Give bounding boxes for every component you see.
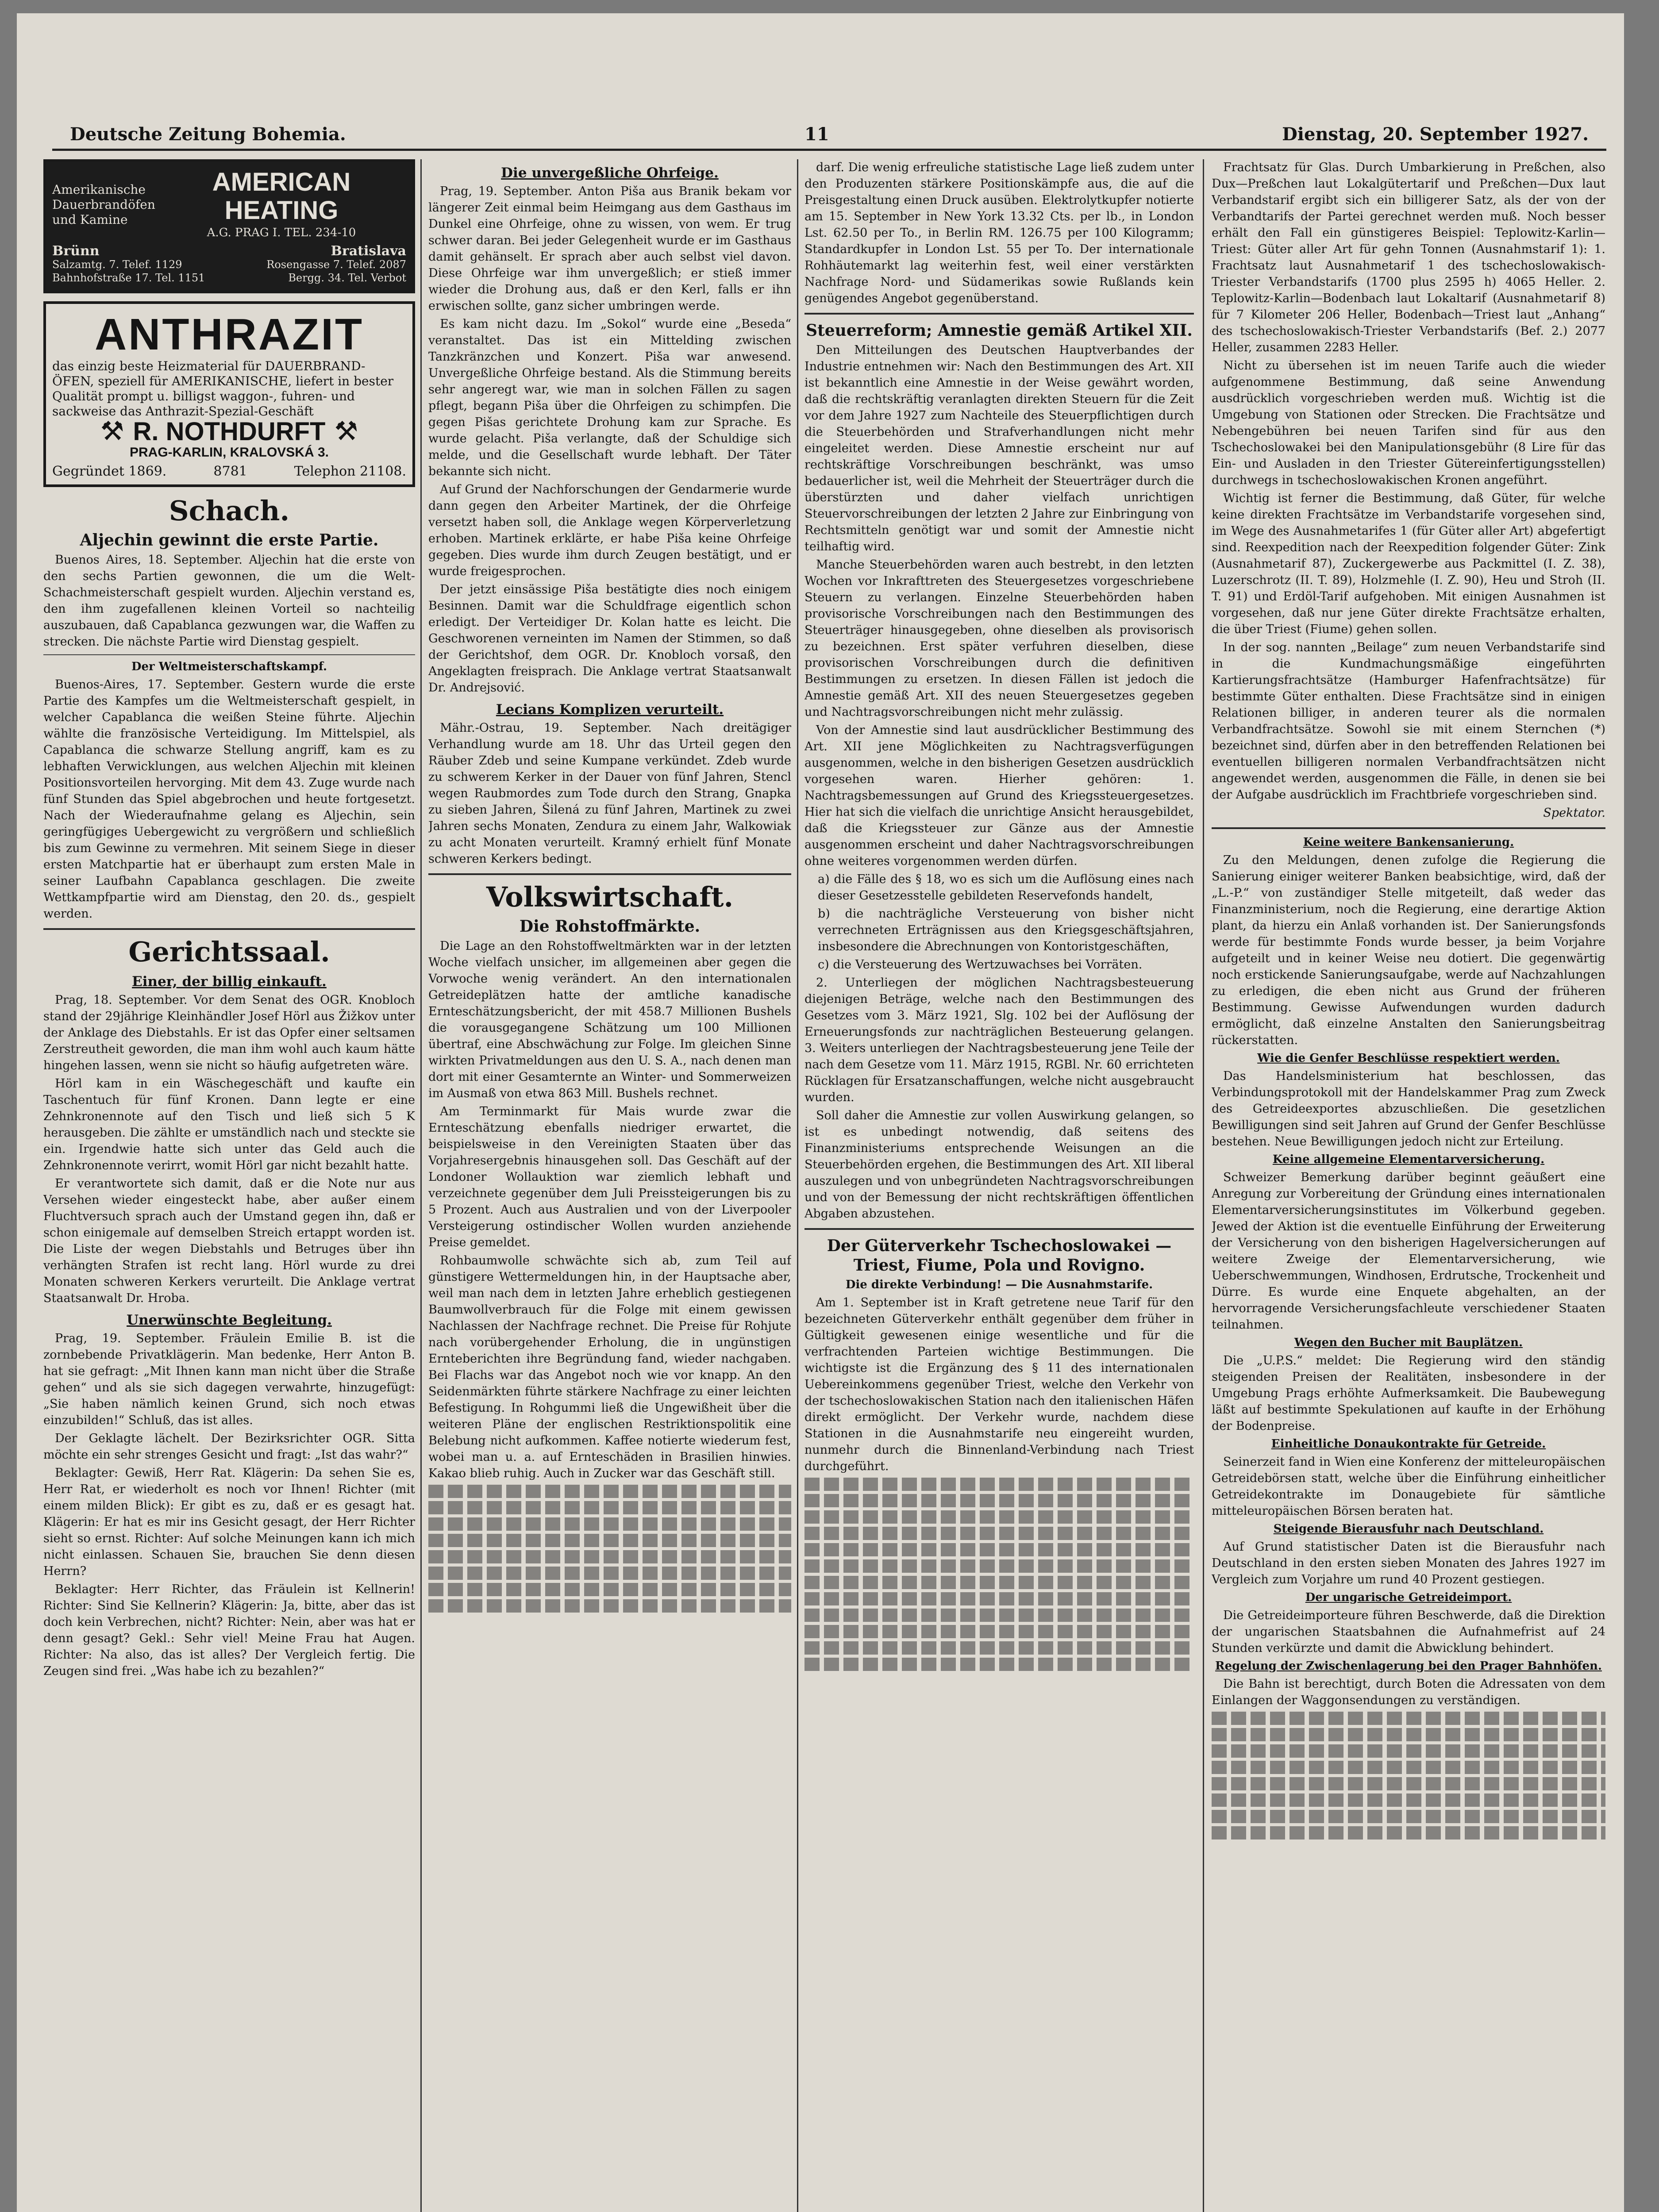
article-body: Prag, 18. September. Vor dem Senat des OGR. Knobloch stand der 29jährige Kleinhändler Josef Hörl aus Žižkov unter der Anklage des Diebstahls. Er ist das Opfer einer seltsamen Zerstreutheit geworden, die man ihm wohl auch kaum hätte hingehen lassen, wenn sie nicht so häufig aufgetreten wäre.: [43, 993, 415, 1072]
article-subhead: Die direkte Verbindung! — Die Ausnahmstarife.: [845, 1278, 1153, 1291]
text-line: [804, 1576, 1194, 1589]
american-heating-ad: [43, 159, 415, 293]
article-headline: Die Rohstoffmärkte.: [519, 917, 701, 936]
article-headline: Wegen den Bucher mit Bauplätzen.: [1294, 1336, 1523, 1349]
text-line: [1212, 1728, 1605, 1741]
text-line: [804, 1510, 1194, 1524]
article-headline: Regelung der Zwischenlagerung bei den Prager Bahnhöfen.: [1215, 1659, 1602, 1673]
ad-brand: AMERICAN HEATING: [212, 168, 351, 225]
text-line: [804, 1559, 1194, 1573]
ad-text: das einzig beste Heizmaterial für DAUERBRAND-ÖFEN, speziell für AMERIKANISCHE, liefert in bester Qualität prompt u. billigst waggon-, fuhren- und sackweise das Anthrazit-Spezial-Geschäft: [52, 359, 394, 419]
ad-phone: A.G. PRAG I. TEL. 234-10: [207, 226, 356, 239]
ad-address: PRAG-KARLIN, KRALOVSKÁ 3.: [129, 445, 329, 460]
article-headline: Einheitliche Donaukontrakte für Getreide.: [1271, 1437, 1546, 1451]
text-line: [428, 1501, 791, 1514]
article-body: Der Geklagte lächelt. Der Bezirksrichter OGR. Sitta möchte ein sehr strenges Gesicht und fragt: „Ist das wahr?“: [43, 1432, 415, 1462]
text-line: [804, 1494, 1194, 1507]
text-line: [428, 1534, 791, 1547]
article-body: Hörl kam in ein Wäschegeschäft und kaufte ein Taschentuch für fünf Kronen. Dann legte er eine Zehnkronennote auf den Tisch und ließ sich 5 K herausgeben. Die zählte er umständlich nach und steckte sie ein. Irgendwie hatte sich unter das Geld auch die Zehnkronennote verirrt, womit Hörl gar nicht bezahlt hatte.: [43, 1077, 415, 1172]
text-line: [804, 1592, 1194, 1605]
running-header: [52, 124, 1606, 151]
article-body: Die Lage an den Rohstoffweltmärkten war in der letzten Woche vielfach unsicher, im allgemeinen aber gegen die Vorwoche wenig verändert. An den internationalen Getreideplätzen hatte der amtliche kanadische Ernteschätzungsbericht, der mit 458.7 Millionen Bushels die vorausgegangene Schätzung um 100 Millionen übertraf, eine Abschwächung zur Folge. Im gleichen Sinne wirkten Privatmeldungen aus den U. S. A., nach denen man dort mit einer Gesamternte an Winter- und Sommerweizen im Ausmaß von etwa 863 Mill. Bushels rechnet.: [428, 939, 791, 1100]
newspaper-page: [17, 13, 1624, 2212]
article-body: Buenos-Aires, 17. September. Gestern wurde die erste Partie des Kampfes um die Weltmeisterschaft gespielt, in welcher Capablanca die weißen Steine führte. Aljechin wählte die französische Verteidigung. Im Mittelspiel, als Capablanca die schwarze Stellung angriff, kam es zu lebhaften Verwicklungen, aus welchen Aljechin mit kleinen Positionsvorteilen hervorging. Mit dem 43. Zuge wurde nach fünf Stunden das Spiel abgebrochen und heute fortgesetzt. Nach der Wiederaufnahme gelang es Aljechin, sein geringfügiges Uebergewicht zu vergrößern und schließlich bis zum Gewinne zu vermehren. Mit seinem Siege in dieser ersten Matchpartie hat er überhaupt zum ersten Male in seiner Laufbahn Capablanca geschlagen. Die zweite Wettkampfpartie wird am Dienstag, den 20. ds., gespielt werden.: [43, 678, 415, 921]
article-body: Seinerzeit fand in Wien eine Konferenz der mitteleuropäischen Getreidebörsen statt, welche über die Einführung einheitlicher Getreidekontrakte im Donaugebiete für sämtliche mitteleuropäischen Börsen beraten hat.: [1212, 1455, 1605, 1518]
column-rule: [797, 159, 798, 2212]
article-body: Auf Grund der Nachforschungen der Gendarmerie wurde dann gegen den Arbeiter Martinek, der die Ohrfeige versetzt haben soll, die Anklage wegen Körperverletzung erhoben. Martinek erklärte, er habe Piša keine Ohrfeige gegeben. Dies wurde ihm durch Zeugen bestätigt, und er wurde freigesprochen.: [428, 483, 791, 578]
ad-address: Rosengasse 7. Telef. 2087: [266, 258, 406, 271]
article-headline: Steuerreform; Amnestie gemäß Artikel XII.: [806, 321, 1193, 340]
article-body: Zu den Meldungen, denen zufolge die Regierung die Sanierung einiger weiterer Banken beabsichtige, wird, daß der „L.-P.“ von zuständiger Stelle mitgeteilt, daß weder das Finanzministerium, noch die Regierung, eine derartige Aktion plant, da hierzu ein Anlaß vorhanden ist. Der Sanierungsfonds werde für bestimmte Fonds wurde besser, ja beim Vorjahre aufgeteilt und in keiner Weise neu dotiert. Die gegenwärtig noch erstickende Sanierungsaufgabe, werde auf Nachzahlungen zu erledigen, die eben nicht aus Grund der früheren Bestimmung. Gewisse Aufwendungen wurden dadurch ermöglicht, daß einzelne Anstalten den Sanierungsbeitrag rückerstatten.: [1212, 853, 1605, 1047]
text-line: [804, 1625, 1194, 1638]
article-body: Beklagter: Gewiß, Herr Rat. Klägerin: Da sehen Sie es, Herr Rat, er wiederholt es noch vor Ihnen! Richter (mit einem milden Blick): Er gibt es zu, daß er es gesagt hat. Klägerin: Er hat es mir ins Gesicht gesagt, der Herr Richter sieht so ernst. Richter: Auf solche Meinungen kann ich mich nicht einlassen. Schauen Sie, brauchen Sie denn diesen Herrn?: [43, 1466, 415, 1578]
ad-phone: Telephon 21108.: [294, 464, 406, 479]
list-item: c) die Versteuerung des Wertzuwachses bei Vorräten.: [818, 958, 1143, 972]
article-body: Die Getreideimporteure führen Beschwerde, daß die Direktion der ungarischen Staatsbahnen die Aufnahmefrist auf 24 Stunden verkürzte und damit die Abwicklung behindert.: [1212, 1609, 1605, 1655]
article-headline: Steigende Bierausfuhr nach Deutschland.: [1273, 1522, 1544, 1536]
article-body: Von der Amnestie sind laut ausdrücklicher Bestimmung des Art. XII jene Möglichkeiten zu Nachtragsverfügungen ausgenommen, welche in den bisherigen Gesetzen ausdrücklich vorgesehen waren. Hierher gehören: 1. Nachtragsbemessungen auf Grund des Kriegssteuergesetzes. Hier hat sich die vielfach die unrichtige Ansicht herausgebildet, daß die Kriegssteuer zur Gänze aus der Amnestie ausgenommen erscheint und daher Nachtragsvorschreibungen ohne weiteres vorgenommen werden dürfen.: [804, 723, 1194, 868]
article-body: Rohbaumwolle schwächte sich ab, zum Teil auf günstigere Wettermeldungen hin, in der Hauptsache aber, weil man nach dem in letzten Jahre erheblich gestiegenen Baumwollverbrauch für die Folge mit einem gewissen Nachlassen der Nachfrage rechnet. Die Preise für Rohjute nach vorübergehender Erholung, die in ungünstigen Ernteberichten ihre Begründung fand, wieder nachgaben. Bei Flachs war das Angebot noch wie vor knapp. An den Seidenmärkten führte stärkere Nachfrage zu einer leichten Befestigung. In Rohgummi ließ die Ungewißheit über die weiteren Pläne der englischen Restriktionspolitik eine Belebung nicht aufkommen. Kaffee notierte wiederum fest, wobei man u. a. auf Ernteschäden in Brasilien hinwies. Kakao blieb ruhig. Auch in Zucker war das Geschäft still.: [428, 1254, 791, 1480]
text-line: [804, 1478, 1194, 1491]
text-line: [428, 1599, 791, 1613]
issue-date: Dienstag, 20. September 1927.: [1282, 124, 1589, 145]
section-title: Volkswirtschaft.: [486, 881, 734, 913]
article-body: Prag, 19. September. Fräulein Emilie B. ist die zornbebende Privatklägerin. Man bedenke, Herr Anton B. hat sie gefragt: „Mit Ihnen kann man nicht über die Straße gehen“ und als sie sich dagegen verwahrte, hinzugefügt: „Sie haben nämlich keinen Grund, sich noch etwas einzubilden!“ Schluß, das ist alles.: [43, 1332, 415, 1427]
text-line: [1212, 1744, 1605, 1758]
section-title: Schach.: [169, 495, 290, 527]
article-body: Auf Grund statistischer Daten ist die Bierausfuhr nach Deutschland in den ersten sieben Monaten des Jahres 1927 im Vergleich zum Vorjahre um rund 40 Prozent gestiegen.: [1212, 1540, 1605, 1586]
ad-company: R. NOTHDURFT: [133, 417, 326, 446]
text-line: [428, 1550, 791, 1563]
page-number: 11: [804, 124, 829, 145]
divider: [804, 1228, 1194, 1230]
ad-address: Salzamtg. 7. Telef. 1129: [52, 258, 182, 271]
article-headline: Die unvergeßliche Ohrfeige.: [501, 165, 719, 181]
article-body: Die „U.P.S.“ meldet: Die Regierung wird den ständig steigenden Preisen der Realitäten, insbesondere in der Umgebung Prags erhöhte Aufmerksamkeit. Die Baubewegung läßt auf bestimmte Spekulationen auf kaufte in der Erhöhung der Bodenpreise.: [1212, 1354, 1605, 1433]
article-headline: Keine allgemeine Elementarversicherung.: [1272, 1153, 1545, 1166]
article-body: Beklagter: Herr Richter, das Fräulein ist Kellnerin! Richter: Sind Sie Kellnerin? Klägerin: Ja, bitte, aber das ist doch kein Verbrechen, nicht? Richter: Nein, aber was hat er denn gesagt? Gekl.: Sehr viel! Meine Frau hat Augen. Richter: Na also, das ist alles? Der Vergleich fertig. Die Zeugen sind frei. „Was habe ich zu bezahlen?“: [43, 1582, 415, 1678]
ad-title: ANTHRAZIT: [94, 310, 364, 359]
article-body: Schweizer Bemerkung darüber beginnt geäußert eine Anregung zur Vorbereitung der Gründung eines internationalen Elementarversicherungsinstitutes im Völkerbund gegeben. Jewed der Aktion ist die eventuelle Einführung der Erweiterung der Versicherung von den bisherigen Hagelversicherungen auf weitere Zweige der Elementarversicherung, wie Ueberschwemmungen, Windhosen, Erdrutsche, Trockenheit und Dürre. Es wurde eine Enquete abgehalten, an der hervorragende Versicherungsfachleute verschiedener Staaten teilnahmen.: [1212, 1171, 1605, 1332]
text-line: [428, 1517, 791, 1531]
column-2: [428, 159, 791, 2212]
text-line: [1212, 1712, 1605, 1725]
ad-ref: 8781: [213, 464, 247, 479]
divider: [428, 873, 791, 875]
article-headline: Wie die Genfer Beschlüsse respektiert werden.: [1257, 1052, 1560, 1065]
article-headline: Keine weitere Bankensanierung.: [1303, 836, 1514, 849]
byline: Spektator.: [1543, 806, 1605, 820]
article-body: Nicht zu übersehen ist im neuen Tarife auch die wieder aufgenommene Bestimmung, daß seine Anwendung ausdrücklich vorgeschrieben werden muß. Wichtig ist die Umgebung von Stationen oder Strecken. Die Frachtsätze und Nebengebühren bei neuen Tarifen sind für aus den Tschechoslowakei bei den Manipulationsgebühr (8 Lire für das Ein- und Ausladen in den Triester Gütereinfertigungsstellen) durchwegs in tschechoslowakischen Kronen angeführt.: [1212, 359, 1605, 487]
column-rule: [420, 159, 422, 2212]
article-body: Am 1. September ist in Kraft getretene neue Tarif für den bezeichneten Güterverkehr enthält gegenüber dem früher in Gültigkeit gewesenen einige wesentliche und für die verfrachtenden Parteien wichtige Bestimmungen. Die wichtigste ist die Ergänzung des § 11 des internationalen Uebereinkommens gegenüber Triest, welche den Verkehr von der tschechoslowakischen Station nach den italienischen Häfen direkt ermöglicht. Der Verkehr wurde, nachdem diese Stationen in die Ausnahmstarife neu eingereiht wurden, nunmehr durch die Binnenland-Verbindung nach Triest durchgeführt.: [804, 1296, 1194, 1473]
text-line: [804, 1658, 1194, 1671]
article-headline: Der ungarische Getreideimport.: [1305, 1591, 1512, 1604]
ad-left-text: Amerikanische Dauerbrandöfen und Kamine: [52, 182, 155, 227]
text-line: [1212, 1826, 1605, 1839]
ad-founded: Gegründet 1869.: [52, 464, 167, 479]
article-body: In der sog. nannten „Beilage“ zum neuen Verbandstarife sind in die Kundmachungsmäßige eingeführten Kartierungsfrachtsätze (Hamburger Hafenfrachtsätze) für bestimmte Güter enthalten. Diese Frachtsätze sind in einigen Relationen billiger, in anderen teurer als die normalen Verbandfrachtsätze. Sowohl sie mit einem Sternchen (*) bezeichnet sind, dürfen aber in den betreffenden Relationen bei eventuellen billigeren normalen Verbandfrachtsätzen nicht angewendet werden, ausgenommen die Fälle, in denen sie bei der Aufgabe ausdrücklich im Frachtbriefe vorgeschrieben sind.: [1212, 641, 1605, 802]
article-body: Das Handelsministerium hat beschlossen, das Verbindungsprotokoll mit der Handelskammer Prag zum Zweck des Getreideexportes abzuschließen. Die gesetzlichen Bewilligungen sind seit Jahren auf Grund der Genfer Beschlüsse bestehen. Neue Bewilligungen jedoch nicht zur Erteilung.: [1212, 1069, 1605, 1148]
article-body: Frachtsatz für Glas. Durch Umbarkierung in Preßchen, also Dux—Preßchen laut Lokalgütertarif und Preßchen—Dux laut Verbandstarif ergibt sich ein billigerer Satz, als der von der Verbandtarifs der Partei gerechnet werden muß. Noch besser erhält den Fall ein günstigeres Beispiel: Teplowitz-Karlin—Triest: Güter aller Art für gehn Tonnen (Ausnahmstarif 1): 1. Frachtsatz laut Ausnahmetarif 1 des tschechoslowakisch-Triester Verbandstarifs (1700 plus 2595 h) 4065 Heller. 2. Teplowitz-Karlin—Bodenbach laut Lokaltarif (Ausnahmetarif 8) für 7 Kilometer 206 Heller, Bodenbach—Triest laut „Anhang“ des tschechoslowakisch-Triester Verbandstarifs (Bef. 2.) 2077 Heller, zusammen 2283 Heller.: [1212, 161, 1605, 354]
text-line: [1212, 1793, 1605, 1807]
article-body: Soll daher die Amnestie zur vollen Auswirkung gelangen, so ist es unbedingt notwendig, daß seitens des Finanzministeriums entsprechende Weisungen an die Steuerbehörden ergehen, die Bestimmungen des Art. XII liberal auszulegen und von unbegründeten Nachtragsvorschreibungen und von der Bemessung der nicht rechtskräftigen öffentlichen Abgaben abzustehen.: [804, 1109, 1194, 1221]
hammer-icon: ⚒: [334, 416, 358, 447]
column-3: [804, 159, 1194, 2212]
text-line: [1212, 1777, 1605, 1790]
text-line: [1212, 1810, 1605, 1823]
list-item: a) die Fälle des § 18, wo es sich um die Auflösung eines nach dieser Gesetzesstelle gebildeten Reservefonds handelt,: [818, 872, 1194, 902]
article-body: Wichtig ist ferner die Bestimmung, daß Güter, für welche keine direkten Frachtsätze im Verbandstarife vorgesehen sind, im Wege des Ausnahmetarifes 1 (für Güter aller Art) abgefertigt sind. Reexpedition nach der Reexpedition folgender Güter: Zink (Ausnahmetarif 87), Zuckergewerbe aus Packmittel (I. Z. 38), Luzerschrotz (II. T. 89), Holzmehle (I. Z. 90), Heu und Stroh (II. T. 91) und Erdöl-Tarif aufgehoben. Mit einigen Ausnahmen ist vorgesehen, daß nur jene Güter direkte Frachtsätze erhalten, die über Triest (Fiume) gehen sollen.: [1212, 492, 1605, 636]
ad-city: Brünn: [52, 243, 100, 259]
anthrazit-ad: [43, 301, 415, 487]
text-line: [804, 1641, 1194, 1655]
text-line: [1212, 1761, 1605, 1774]
column-4: [1212, 159, 1605, 2212]
section-title: Gerichtssaal.: [128, 936, 330, 968]
article-body: Er verantwortete sich damit, daß er die Note nur aus Versehen wieder eingesteckt habe, aber außer einem Fluchtversuch sprach auch der Umstand gegen ihn, daß er schon einigemale auf demselben Streich ertappt worden ist. Die Liste der wegen Diebstahls und Betruges über ihn verhängten Strafen ist recht lang. Hörl wurde zu drei Monaten schweren Kerkers verurteilt. Die Anklage vertrat Staatsanwalt Dr. Hroba.: [43, 1177, 415, 1305]
article-body: Am Terminmarkt für Mais wurde zwar die Ernteschätzung ebenfalls niedriger erwartet, die beispielsweise in den Vereinigten Staaten über das Vorjahresergebnis hinausgehen soll. Das Geschäft auf der Londoner Wollauktion war ziemlich lebhaft und verzeichnete gegenüber dem Juli Preissteigerungen bis zu 5 Prozent. Auch aus Australien und von der Liverpooler Versteigerung ostindischer Wollen wurden anziehende Preise gemeldet.: [428, 1105, 791, 1249]
article-headline: Einer, der billig einkauft.: [132, 974, 327, 990]
article-subhead: Der Weltmeisterschaftskampf.: [131, 660, 327, 673]
column-1: [43, 159, 415, 2212]
list-item: b) die nachträgliche Versteuerung von bisher nicht verrechneten Erträgnissen aus den Kriegsgeschäftsjahren, insbesondere die Abrechnungen von Kontoristgeschäften,: [818, 907, 1194, 953]
divider: [1212, 827, 1605, 829]
text-line: [428, 1567, 791, 1580]
article-body: darf. Die wenig erfreuliche statistische Lage ließ zudem unter den Produzenten stärkere Positionskämpfe aus, die auf die Preisgestaltung einen Druck ausüben. Elektrolytkupfer notierte am 15. September in New York 13.32 Cts. per lb., in London Lst. 62.50 per To., in Berlin RM. 126.75 per 100 Kilogramm; Standardkupfer in London Lst. 55 per To. Der internationale Rohhäutemarkt lag weiterhin fest, weil einer verstärkten Nachfrage Nord- und Südamerikas sowie Rußlands kein genügendes Angebot gegenüberstand.: [804, 161, 1194, 305]
text-line: [428, 1583, 791, 1596]
ad-city: Bratislava: [331, 243, 406, 259]
article-body: 2. Unterliegen der möglichen Nachtragsbesteuerung diejenigen Beträge, welche nach den Bestimmungen des Gesetzes vom 3. März 1921, Slg. 102 bei der Auflösung der Erneuerungsfonds zur nachträglichen Besteuerung gelangen. 3. Weiters unterliegen der Nachtragsbesteuerung jene Teile der nach dem Gesetze vom 11. März 1915, RGBl. Nr. 60 errichteten Rücklagen für Ersatzanschaffungen, welche nicht ausgebraucht wurden.: [804, 976, 1194, 1104]
article-headline: Lecians Komplizen verurteilt.: [496, 702, 724, 718]
article-body: Den Mitteilungen des Deutschen Hauptverbandes der Industrie entnehmen wir: Nach den Bestimmungen des Art. XII ist bekanntlich eine Amnestie in der Weise gewährt worden, daß die rechtskräftig veranlagten direkten Steuern für die Zeit vor dem Jahre 1927 zum Nachteile des Steuerpflichtigen durch die Steuerbehörden und Strafverhandlungen nicht mehr eingeleitet werden. Diese Amnestie erscheint nur auf rechtskräftige Vorschreibungen beschränkt, was umso bedauerlicher ist, weil die Mehrheit der Steuerträger durch die überstürzten und daher vielfach unrichtigen Steuervorschreibungen der letzten 2 Jahre zur Einbringung von Rechtsmitteln genötigt war und somit der Amnestie nicht teilhaftig wird.: [804, 343, 1194, 553]
article-body: Es kam nicht dazu. Im „Sokol“ wurde eine „Beseda“ veranstaltet. Das ist ein Mittelding zwischen Tanzkränzchen und Konzert. Piša war anwesend. Unvergeßliche Ohrfeige bestand. Als die Stimmung bereits sehr angeregt war, wie man in solchen Fällen zu sagen pflegt, begann Piša über die Ohrfeigen zu schimpfen. Die gegen Pišas gerichtete Drohung kam zur Sprache. Es wurde gelacht. Piša verlangte, daß der Schuldige sich melde, und die Gesellschaft wurde lebhaft. Der Täter bekannte sich nicht.: [428, 317, 791, 478]
divider: [43, 928, 415, 930]
article-headline: Aljechin gewinnt die erste Partie.: [80, 531, 379, 549]
article-headline: Unerwünschte Begleitung.: [127, 1312, 332, 1328]
text-line: [428, 1485, 791, 1498]
paper-name: Deutsche Zeitung Bohemia.: [70, 124, 346, 145]
article-body: Buenos Aires, 18. September. Aljechin hat die erste von den sechs Partien gewonnen, die um die Welt-Schachmeisterschaft gespielt wurden. Aljechin verstand es, den ihm zugefallenen kleinen Vorteil so nachteilig auszubauen, daß Capablanca gezwungen war, die Waffen zu strecken. Die nächste Partie wird Dienstag gespielt.: [43, 553, 415, 649]
text-line: [804, 1543, 1194, 1556]
article-body: Die Bahn ist berechtigt, durch Boten die Adressaten von dem Einlangen der Waggonsendungen zu verständigen.: [1212, 1677, 1605, 1707]
column-rule: [1203, 159, 1204, 2212]
article-body: Manche Steuerbehörden waren auch bestrebt, in den letzten Wochen vor Inkrafttreten des Steuergesetzes vorgeschriebene Steuern zu verlangen. Einzelne Steuerbehörden haben provisorische Vorschreibungen nach den Bestimmungen des Steuerträger hinausgegeben, ohne dieselben als provisorisch zu bezeichnen. Erst später verfuhren dieselben, diese provisorischen Vorschreibungen durch die definitiven Bestimmungen zu ersetzen. In diesen Fällen ist jedoch die Amnestie gemäß Art. XII des neuen Steuergesetzes gegeben und Nachtragsvorschreibungen nicht mehr zulässig.: [804, 558, 1194, 719]
hammer-icon: ⚒: [100, 416, 124, 447]
article-body: Der jetzt einsässige Piša bestätigte dies noch einigem Besinnen. Damit war die Schuldfrage eigentlich schon erledigt. Der Verteidiger Dr. Kolan hatte es leicht. Die Geschworenen verneinten im Namen der Stimmen, so daß der Gerichtshof, dem OGR. Dr. Knobloch vorsaß, den Angeklagten freisprach. Die Anklage vertrat Staatsanwalt Dr. Andrejsović.: [428, 583, 791, 695]
article-body: Mähr.-Ostrau, 19. September. Nach dreitägiger Verhandlung wurde am 18. Uhr das Urteil gegen den Räuber Zdeb und seine Kumpane verkündet. Zdeb wurde zu schwerem Kerker in der Dauer von fünf Jahren, Stencl wegen Raubmordes zum Tode durch den Strang, Gnapka zu sieben Jahren, Šilená zu fünf Jahren, Martinek zu zwei Jahren sechs Monaten, Zendura zu einem Jahr, Walkowiak zu acht Monaten verurteilt. Kramný erhielt fünf Monate schweren Kerkers bedingt.: [428, 721, 791, 866]
divider: [804, 313, 1194, 315]
ad-address: Bahnhofstraße 17. Tel. 1151: [52, 272, 205, 284]
divider: [43, 654, 415, 655]
ad-address: Bergg. 34. Tel. Verbot: [288, 272, 406, 284]
text-line: [804, 1527, 1194, 1540]
text-line: [804, 1609, 1194, 1622]
article-headline: Der Güterverkehr Tschechoslowakei — Triest, Fiume, Pola und Rovigno.: [827, 1237, 1172, 1275]
article-body: Prag, 19. September. Anton Piša aus Branik bekam vor längerer Zeit einmal beim Heimgang aus dem Gasthaus im Dunkel eine Ohrfeige, ohne zu wissen, von wem. Er trug schwer daran. Bei jeder Gelegenheit wurde er im Gasthaus damit gehänselt. Er sprach aber auch selbst viel davon. Diese Ohrfeige war ihm unvergeßlich; er stieß immer wieder die Drohung aus, daß er den Kerl, falls er ihn erwischen sollte, ganz sicher umbringen werde.: [428, 184, 791, 313]
